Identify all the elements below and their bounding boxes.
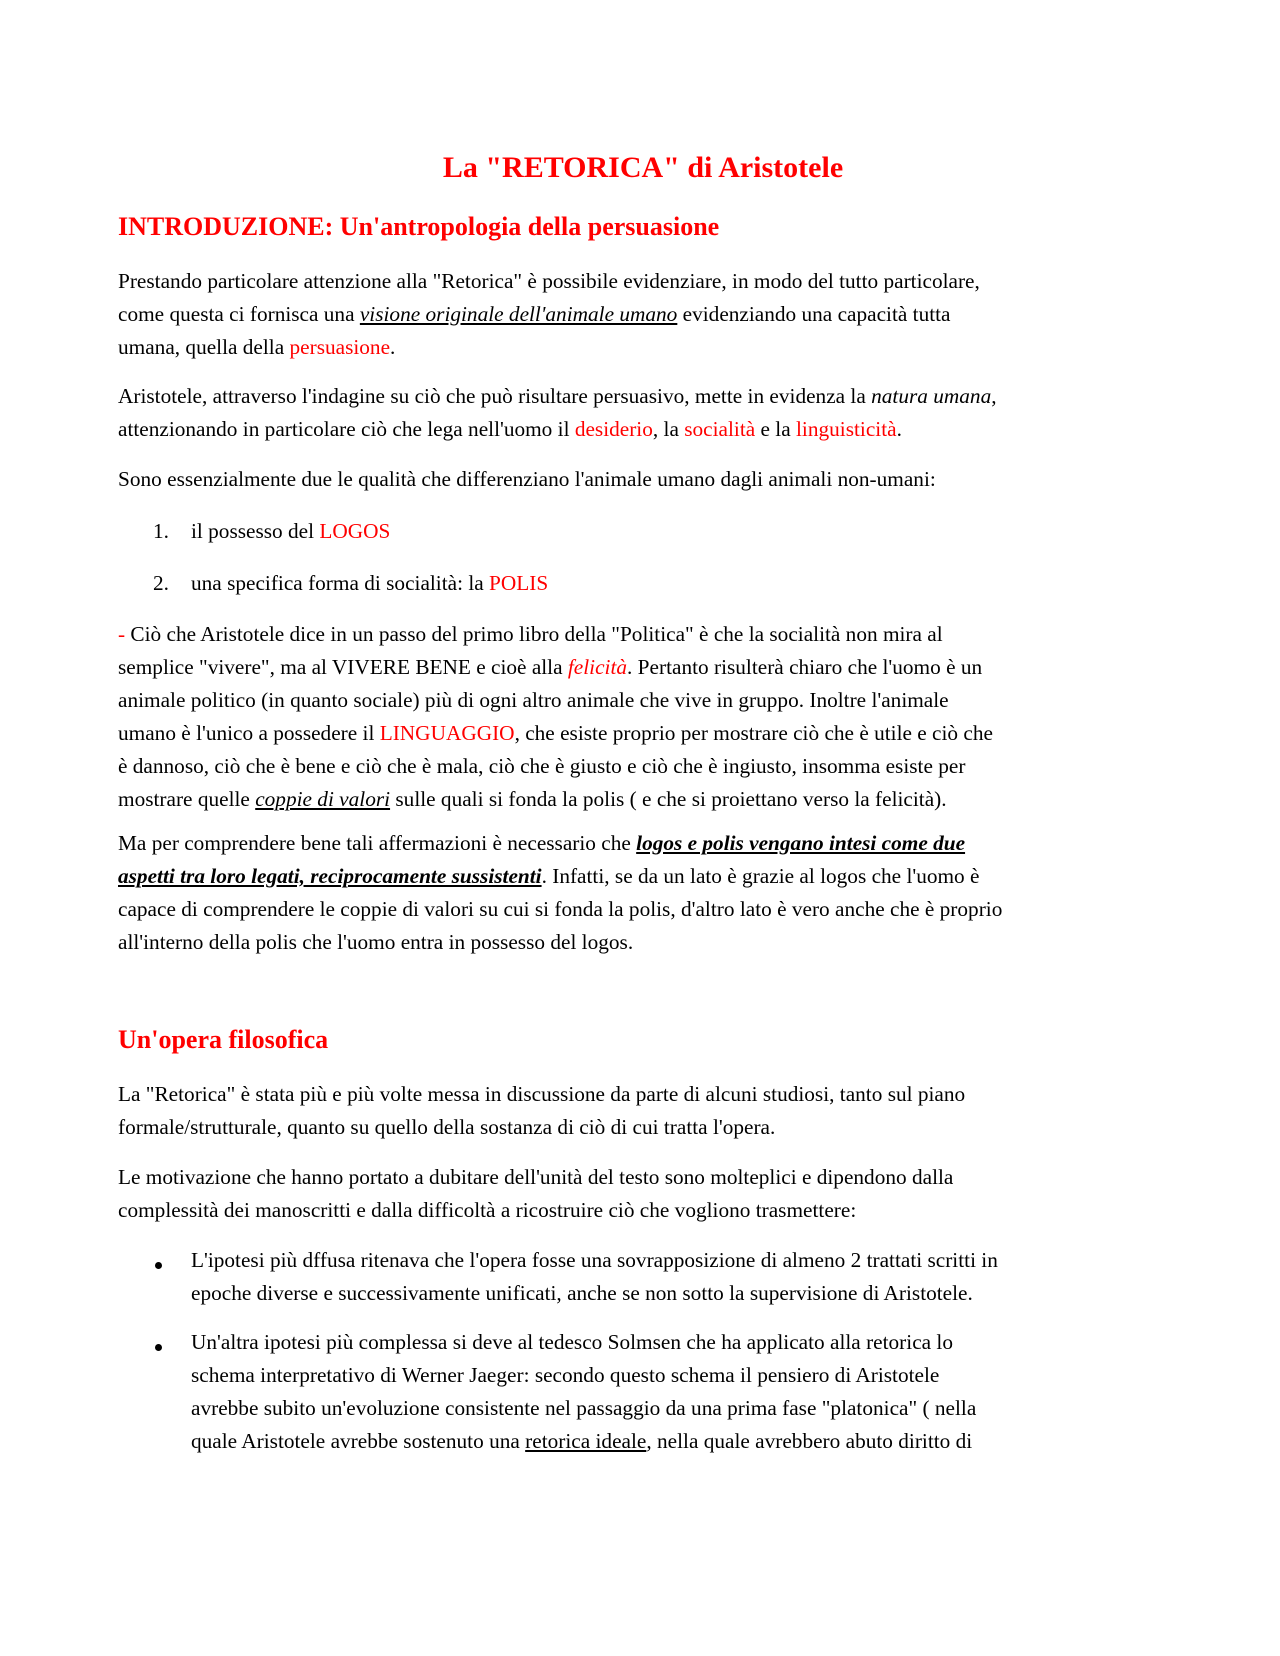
- text: e la: [755, 417, 796, 441]
- list-marker: 2.: [153, 571, 169, 595]
- dash: -: [118, 622, 126, 646]
- text: evidenziando una capacità tutta: [677, 302, 951, 326]
- text: animale politico (in quanto sociale) più di ogni altro animale che vive in gruppo. Inoltre l'animale: [118, 688, 949, 712]
- highlight-text: LOGOS: [319, 519, 391, 543]
- paragraph: [118, 827, 1168, 959]
- text: .: [896, 417, 902, 441]
- text: . Pertanto risulterà chiaro che l'uomo è un: [627, 655, 983, 679]
- section-heading-opera-filosofica: Un'opera filosofica: [118, 1025, 329, 1054]
- text: mostrare quelle: [118, 787, 256, 811]
- text: all'interno della polis che l'uomo entra in possesso del logos.: [118, 930, 634, 954]
- highlight-text: felicità: [567, 655, 628, 679]
- list-item: [191, 515, 390, 548]
- bullet-marker: [155, 1344, 162, 1351]
- paragraph: [118, 1161, 1168, 1227]
- paragraph: [118, 380, 1168, 446]
- text: L'ipotesi più dffusa ritenava che l'opera fosse una sovrapposizione di almeno 2 trattati scritti in: [191, 1248, 998, 1272]
- bullet-item: [191, 1244, 1171, 1310]
- text: Prestando particolare attenzione alla "Retorica" è possibile evidenziare, in modo del tutto particolare,: [118, 269, 980, 293]
- paragraph: Sono essenzialmente due le qualità che differenziano l'animale umano dagli animali non-umani:: [118, 467, 936, 491]
- section-heading-introduzione: INTRODUZIONE: Un'antropologia della persuasione: [118, 212, 720, 241]
- text: Un'altra ipotesi più complessa si deve al tedesco Solmsen che ha applicato alla retorica lo: [191, 1330, 953, 1354]
- bullet-item: [191, 1326, 1171, 1458]
- list-item: [191, 567, 548, 600]
- document-title: La "RETORICA" di Aristotele: [442, 151, 844, 184]
- text: una specifica forma di socialità: la: [191, 571, 490, 595]
- text: complessità dei manoscritti e dalla difficoltà a ricostruire ciò che vogliono trasmettere:: [118, 1198, 857, 1222]
- text: avrebbe subito un'evoluzione consistente nel passaggio da una prima fase "platonica" ( nella: [191, 1396, 977, 1420]
- text: formale/strutturale, quanto su quello della sostanza di ciò di cui tratta l'opera.: [118, 1115, 776, 1139]
- highlight-text: socialità: [684, 417, 756, 441]
- paragraph: [118, 265, 1168, 364]
- highlight-text: POLIS: [489, 571, 549, 595]
- emphasis-text: visione originale dell'animale umano: [359, 302, 678, 326]
- emphasis-text: logos e polis vengano intesi come due: [636, 831, 966, 855]
- text: ,: [991, 384, 997, 408]
- paragraph: [118, 618, 1168, 816]
- text: .: [390, 335, 396, 359]
- paragraph: [118, 1078, 1168, 1144]
- text: schema interpretativo di Werner Jaeger: secondo questo schema il pensiero di Aristotele: [191, 1363, 940, 1387]
- highlight-text: desiderio: [574, 417, 653, 441]
- emphasis-text: coppie di valori: [255, 787, 391, 811]
- text: quale Aristotele avrebbe sostenuto una: [191, 1429, 526, 1453]
- text: Aristotele, attraverso l'indagine su ciò che può risultare persuasivo, mette in evidenza la: [118, 384, 872, 408]
- bullet-marker: [155, 1262, 162, 1269]
- highlight-text: LINGUAGGIO: [379, 721, 515, 745]
- text: come questa ci fornisca una: [118, 302, 360, 326]
- text: umano è l'unico a possedere il: [118, 721, 380, 745]
- text: Le motivazione che hanno portato a dubitare dell'unità del testo sono molteplici e dipendono dalla: [118, 1165, 954, 1189]
- list-marker: 1.: [153, 519, 169, 543]
- text: è dannoso, ciò che è bene e ciò che è mala, ciò che è giusto e ciò che è ingiusto, insomma esiste per: [118, 754, 966, 778]
- highlight-text: persuasione: [289, 335, 391, 359]
- text: attenzionando in particolare ciò che lega nell'uomo il: [118, 417, 575, 441]
- text: , la: [652, 417, 685, 441]
- text: capace di comprendere le coppie di valori su cui si fonda la polis, d'altro lato è vero anche che è proprio: [118, 897, 1003, 921]
- text: umana, quella della: [118, 335, 290, 359]
- text: semplice "vivere", ma al VIVERE BENE e cioè alla: [118, 655, 568, 679]
- text: il possesso del: [191, 519, 320, 543]
- text: sulle quali si fonda la polis ( e che si proiettano verso la felicità).: [390, 787, 947, 811]
- text: . Infatti, se da un lato è grazie al logos che l'uomo è: [541, 864, 980, 888]
- emphasis-text: natura umana: [871, 384, 992, 408]
- highlight-text: linguisticità: [796, 417, 897, 441]
- text: , nella quale avrebbero abuto diritto di: [646, 1429, 973, 1453]
- text: Ma per comprendere bene tali affermazioni è necessario che: [118, 831, 637, 855]
- text: , che esiste proprio per mostrare ciò che è utile e ciò che: [514, 721, 993, 745]
- text: Ciò che Aristotele dice in un passo del primo libro della "Politica" è che la socialità non mira al: [125, 622, 943, 646]
- emphasis-text: aspetti tra loro legati, reciprocamente sussistenti: [118, 864, 542, 888]
- text: La "Retorica" è stata più e più volte messa in discussione da parte di alcuni studiosi, tanto sul piano: [118, 1082, 966, 1106]
- text: epoche diverse e successivamente unificati, anche se non sotto la supervisione di Aristotele.: [191, 1281, 973, 1305]
- underlined-text: retorica ideale: [525, 1429, 647, 1453]
